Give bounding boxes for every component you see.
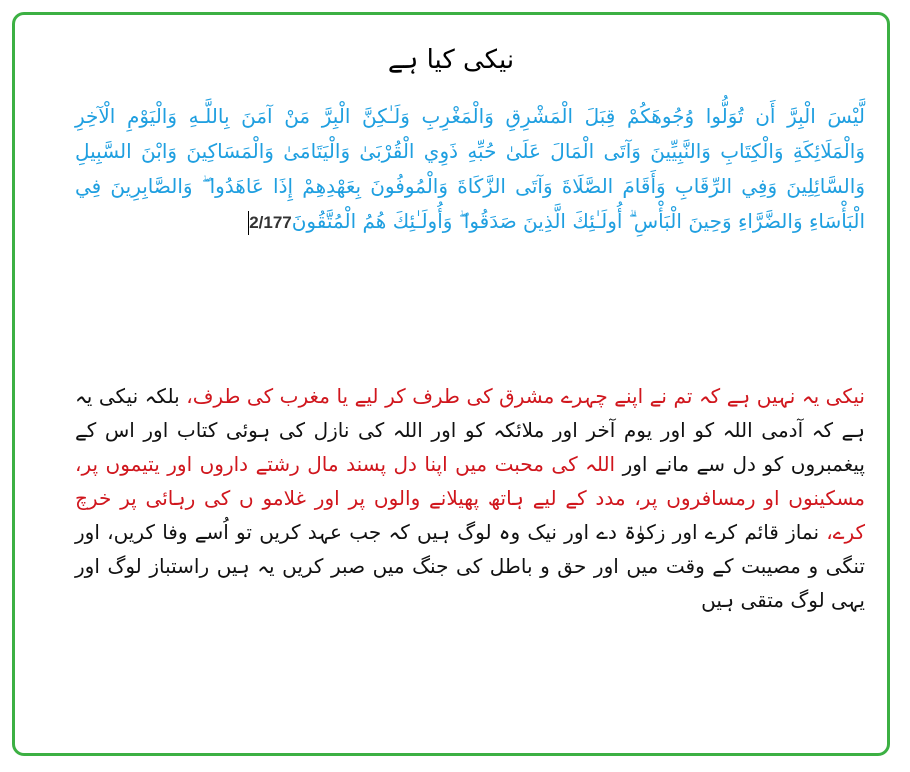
translation-highlight-2: اللہ کی محبت میں اپنا دل پسند مال رشتے داروں اور یتیموں پر، مسکینوں او رمسافروں پر، مدد کے لیے ہاتھ پھیلانے والوں پر اور غلامو ں کی رہائی پر خرچ کرے، [75,452,866,544]
ayah-reference: 2/177 [249,213,292,232]
page-title: نیکی کیا ہے [387,45,515,75]
urdu-translation [75,379,865,617]
translation-highlight-1: نیکی یہ نہیں ہے کہ تم نے اپنے چہرے مشرق کی طرف کر لیے یا مغرب کی طرف، [186,384,866,408]
translation-normal-1: بلکہ نیکی یہ ہے کہ آدمی اللہ کو اور یوم آخر اور ملائکہ کو اور اللہ کی نازل کی ہوئی کتاب اور اس کے پیغمبروں کو دل سے مانے اور [75,384,865,476]
content-frame [12,12,890,756]
translation-normal-2: نماز قائم کرے اور زکوٰۃ دے اور نیک وہ لوگ ہیں کہ جب عہد کریں تو اُسے وفا کریں، اور تنگی و مصیبت کے وقت میں اور حق و باطل کی جنگ میں صبر کریں یہ ہیں راستباز لوگ اور یہی لوگ متقی ہیں [75,520,865,612]
ayah-body: لَّيْسَ الْبِرَّ أَن تُوَلُّوا وُجُوهَكُمْ قِبَلَ الْمَشْرِقِ وَالْمَغْرِبِ وَلَـٰكِنَّ الْبِرَّ مَنْ آمَنَ بِاللَّـهِ وَالْيَوْمِ الْآخِرِ وَالْمَلَائِكَةِ وَالْكِتَابِ وَالنَّبِيِّينَ وَآتَى الْمَالَ عَلَىٰ حُبِّهِ ذَوِي الْقُرْبَىٰ وَالْيَتَامَىٰ وَالْمَسَاكِينَ وَابْنَ السَّبِيلِ وَالسَّائِلِينَ وَفِي الرِّقَابِ وَأَقَامَ الصَّلَاةَ وَآتَى الزَّكَاةَ وَالْمُوفُونَ بِعَهْدِهِمْ إِذَا عَاهَدُوا ۖ وَالصَّابِرِينَ فِي الْبَأْسَاءِ وَالضَّرَّاءِ وَحِينَ الْبَأْسِ ۗ أُولَـٰئِكَ الَّذِينَ صَدَقُوا ۖ وَأُولَـٰئِكَ هُمُ الْمُتَّقُونَ [75,104,865,233]
quran-ayah-text [75,99,865,240]
